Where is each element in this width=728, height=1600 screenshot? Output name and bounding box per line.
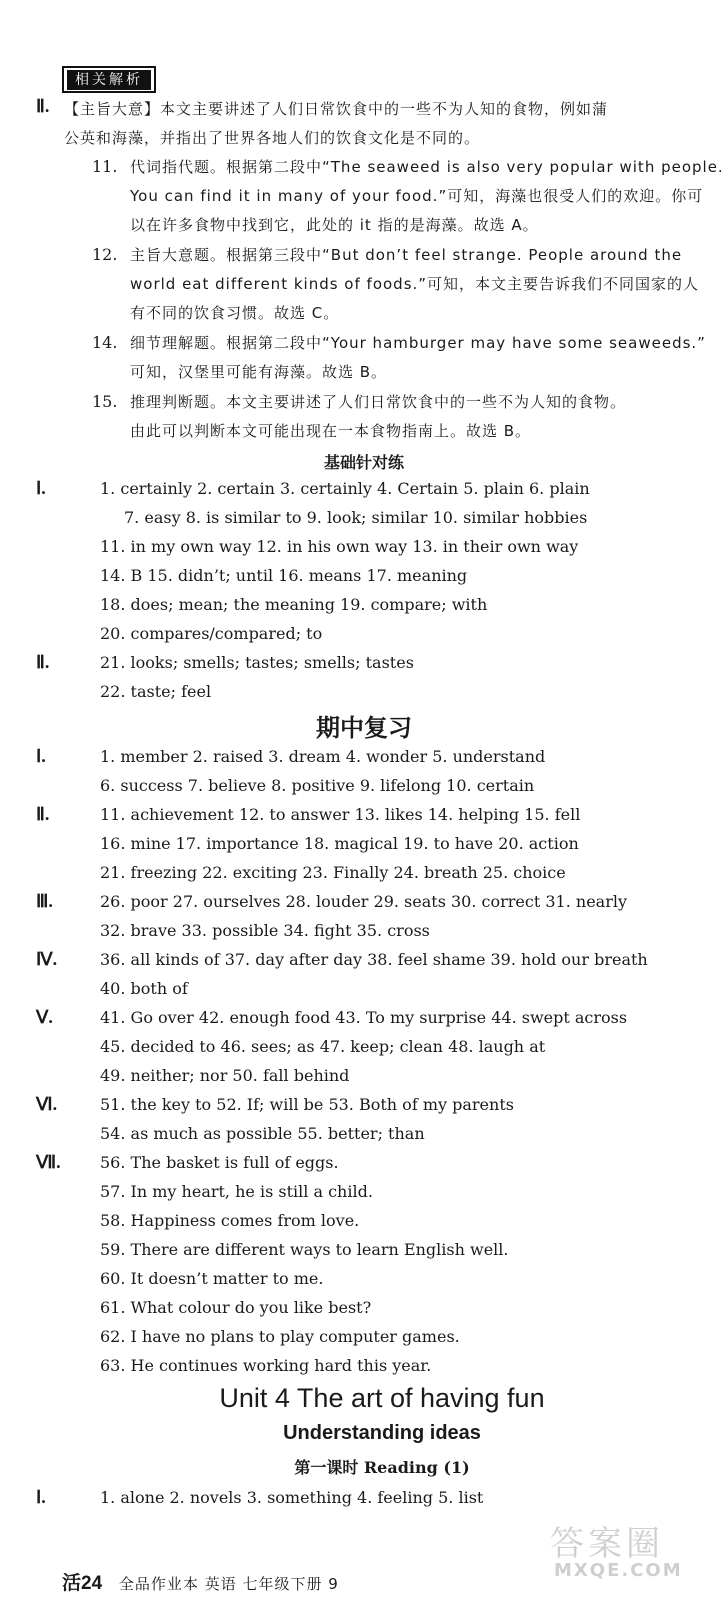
answer-line: 26. poor 27. ourselves 28. louder 29. seats 30. correct 31. nearly	[100, 892, 628, 911]
unit-title: Unit 4 The art of having fun	[219, 1383, 545, 1413]
item-text: 代词指代题。根据第二段中“The seaweed is also very popular with people.	[130, 158, 724, 176]
midterm-roman: Ⅴ.	[36, 1007, 53, 1027]
item-number: 11.	[92, 157, 118, 176]
answer-line: 1. member 2. raised 3. dream 4. wonder 5. understand	[100, 747, 546, 766]
main-idea-line: 公英和海藻，并指出了世界各地人们的饮食文化是不同的。	[64, 129, 481, 147]
answer-line: 1. alone 2. novels 3. something 4. feeling 5. list	[100, 1488, 484, 1507]
midterm-roman: Ⅵ.	[36, 1094, 58, 1114]
item-number: 15.	[92, 392, 118, 411]
item-text: 由此可以判断本文可能出现在一本食物指南上。故选 B。	[130, 422, 532, 440]
answer-line: 22. taste; feel	[100, 682, 212, 701]
item-number: 14.	[92, 333, 118, 352]
answer-line: 62. I have no plans to play computer games.	[100, 1327, 460, 1346]
answer-line: 57. In my heart, he is still a child.	[100, 1182, 373, 1201]
answer-line: 45. decided to 46. sees; as 47. keep; clean 48. laugh at	[100, 1037, 546, 1056]
section-roman: Ⅱ.	[36, 96, 50, 116]
answer-line: 32. brave 33. possible 34. fight 35. cross	[100, 921, 430, 940]
item-text: world eat different kinds of foods.”可知，本文主要告诉我们不同国家的人	[130, 275, 700, 293]
midterm-roman: Ⅲ.	[36, 891, 53, 911]
answer-line: 54. as much as possible 55. better; than	[100, 1124, 425, 1143]
answer-line: 59. There are different ways to learn English well.	[100, 1240, 509, 1259]
item-number: 12.	[92, 245, 118, 264]
answer-line: 18. does; mean; the meaning 19. compare; with	[100, 595, 488, 614]
answer-line: 14. B 15. didn’t; until 16. means 17. meaning	[100, 566, 468, 585]
answer-line: 11. in my own way 12. in his own way 13. in their own way	[100, 537, 579, 556]
midterm-roman: Ⅱ.	[36, 804, 50, 824]
item-text: 细节理解题。根据第二段中“Your hamburger may have some seaweeds.”	[130, 334, 706, 352]
answer-line: 11. achievement 12. to answer 13. likes 14. helping 15. fell	[100, 805, 581, 824]
main-idea-line: 【主旨大意】本文主要讲述了人们日常饮食中的一些不为人知的食物，例如蒲	[64, 100, 609, 118]
item-text: 有不同的饮食习惯。故选 C。	[130, 304, 340, 322]
answer-line: 1. certainly 2. certain 3. certainly 4. Certain 5. plain 6. plain	[100, 479, 590, 498]
basic-practice-heading: 基础针对练	[323, 453, 404, 472]
midterm-review-heading: 期中复习	[316, 714, 412, 742]
watermark-text: 答案圈	[550, 1524, 664, 1564]
answer-line: 51. the key to 52. If; will be 53. Both of my parents	[100, 1095, 514, 1114]
item-text: 以在许多食物中找到它，此处的 it 指的是海藻。故选 A。	[130, 216, 539, 234]
book-title: 全品作业本 英语 七年级下册 9	[118, 1575, 339, 1593]
answer-line: 61. What colour do you like best?	[100, 1298, 372, 1317]
page-footer	[62, 1568, 339, 1595]
answer-line: 56. The basket is full of eggs.	[100, 1153, 339, 1172]
item-text: 可知，汉堡里可能有海藻。故选 B。	[130, 363, 388, 381]
site-watermark	[540, 1516, 710, 1586]
answer-line: 41. Go over 42. enough food 43. To my surprise 44. swept across	[100, 1008, 628, 1027]
answer-line: 7. easy 8. is similar to 9. look; similar 10. similar hobbies	[124, 508, 588, 527]
answer-line: 21. looks; smells; tastes; smells; tastes	[100, 653, 414, 672]
answer-line: 63. He continues working hard this year.	[100, 1356, 432, 1375]
answer-line: 20. compares/compared; to	[100, 624, 323, 643]
answer-line: 21. freezing 22. exciting 23. Finally 24. breath 25. choice	[100, 863, 566, 882]
answer-line: 40. both of	[100, 979, 188, 998]
last-roman: Ⅰ.	[36, 1487, 46, 1507]
midterm-roman: Ⅶ.	[36, 1152, 61, 1172]
unit-subtitle: Understanding ideas	[283, 1422, 481, 1444]
page-number: 活24	[62, 1573, 103, 1594]
answer-line: 49. neither; nor 50. fall behind	[100, 1066, 350, 1085]
answer-line: 6. success 7. believe 8. positive 9. lifelong 10. certain	[100, 776, 535, 795]
basic-roman: Ⅰ.	[36, 478, 46, 498]
item-text: You can find it in many of your food.”可知，海藻也很受人们的欢迎。你可	[130, 187, 704, 205]
answer-line: 60. It doesn’t matter to me.	[100, 1269, 324, 1288]
lesson-title: 第一课时 Reading (1)	[294, 1458, 470, 1477]
answer-line: 16. mine 17. importance 18. magical 19. to have 20. action	[100, 834, 579, 853]
midterm-roman: Ⅰ.	[36, 746, 46, 766]
item-text: 主旨大意题。根据第三段中“But don’t feel strange. People around the	[130, 246, 683, 264]
answer-line: 58. Happiness comes from love.	[100, 1211, 360, 1230]
basic-roman: Ⅱ.	[36, 652, 50, 672]
midterm-roman: Ⅳ.	[36, 949, 58, 969]
item-text: 推理判断题。本文主要讲述了人们日常饮食中的一些不为人知的食物。	[130, 393, 627, 411]
related-analysis-badge: 相关解析	[62, 66, 156, 93]
watermark-domain: MXQE.COM	[554, 1560, 683, 1581]
answer-line: 36. all kinds of 37. day after day 38. feel shame 39. hold our breath	[100, 950, 648, 969]
